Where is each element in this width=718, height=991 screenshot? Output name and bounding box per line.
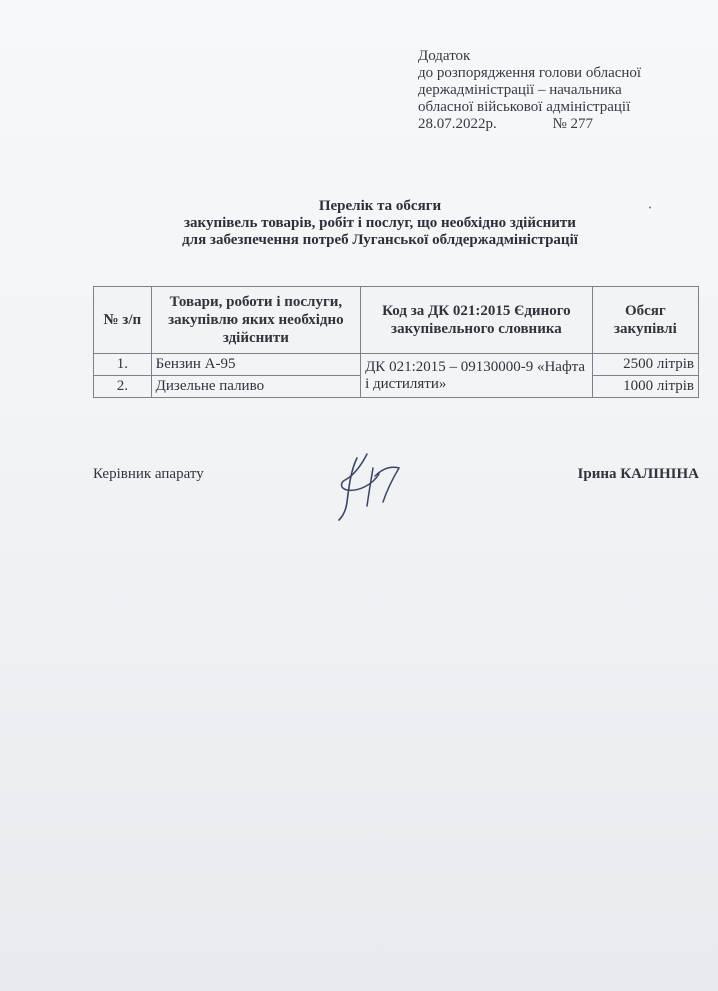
row-item: Бензин А-95: [151, 354, 360, 376]
annex-line: Додаток: [418, 48, 471, 64]
signature-block: [93, 466, 699, 546]
document-heading: [100, 198, 660, 249]
annex-line: держадміністрації – начальника: [418, 82, 622, 98]
annex-line: обласної військової адміністрації: [418, 99, 631, 115]
scan-speck: [648, 196, 652, 199]
table-row: [94, 354, 699, 376]
row-volume: 1000 літрів: [592, 376, 698, 398]
header-number: № з/п: [94, 287, 152, 354]
signatory-role: Керівник апарату: [93, 466, 204, 482]
signatory-name: Ірина КАЛІНІНА: [577, 466, 699, 482]
heading-line: закупівель товарів, робіт і послуг, що необхідно здійснити: [184, 215, 576, 231]
procurement-table: [93, 286, 699, 398]
header-volume: Обсяг закупівлі: [592, 287, 698, 354]
annex-line: до розпорядження голови обласної: [418, 65, 642, 81]
row-code: ДК 021:2015 – 09130000-9 «Нафта і дистиляти»: [361, 354, 593, 398]
header-code: Код за ДК 021:2015 Єдиного закупівельного словника: [361, 287, 593, 354]
table-header-row: [94, 287, 699, 354]
annex-date: 28.07.2022р.: [418, 116, 497, 132]
header-goods: Товари, роботи і послуги, закупівлю яких необхідно здійснити: [151, 287, 360, 354]
heading-line: Перелік та обсяги: [318, 198, 442, 214]
annex-date-row: [418, 116, 708, 133]
annex-number: № 277: [552, 116, 594, 132]
handwritten-signature-icon: [329, 446, 409, 526]
row-volume: 2500 літрів: [592, 354, 698, 376]
annex-block: [418, 48, 708, 133]
row-number: 1.: [94, 354, 152, 376]
row-item: Дизельне паливо: [151, 376, 360, 398]
heading-line: для забезпечення потреб Луганської облдержадміністрації: [182, 232, 578, 248]
row-number: 2.: [94, 376, 152, 398]
